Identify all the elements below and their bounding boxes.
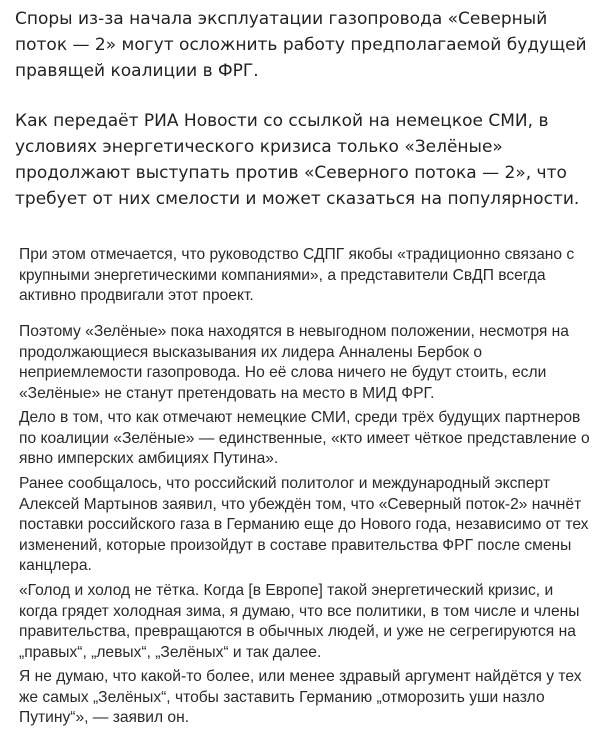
quote-paragraph: Я не думаю, что какой-то более, или менее здравый аргумент найдётся у тех же самых „Зелёных“, чтобы заставить Германию „отморозить уши назло Путину“», — заявил он. [19, 668, 582, 726]
lead-paragraph: Как передаёт РИА Новости со ссылкой на немецкое СМИ, в условиях энергетического кризиса только «Зелёные» продолжают выступать против «Северного потока — 2», что требует от них смелости и может сказаться на популярности. [15, 111, 580, 209]
article-paragraph: Поэтому «Зелёные» пока находятся в невыгодном положении, несмотря на продолжающиеся высказывания их лидера Анналены Бербок о неприемлемости газопровода. Но её слова ничего не будут стоить, если «Зелёные» не станут претендовать на место в МИД ФРГ. [19, 323, 569, 402]
quote-paragraph: «Голод и холод не тётка. Когда [в Европе] такой энергетический кризис, и когда грядет холодная зима, я думаю, что все политики, в том числе и члены правительства, превращаются в обычных людей, и уже не сегрегируются на „правых“, „левых“, „Зелёных“ и так далее. [19, 582, 580, 661]
article-paragraph: При этом отмечается, что руководство СДПГ якобы «традиционно связано с крупными энергетическими компаниями», а представители СвДП всегда активно продвигали этот проект. [19, 246, 575, 304]
lead-paragraph: Споры из-за начала эксплуатации газопровода «Северный поток — 2» могут осложнить работу предполагаемой будущей правящей коалиции в ФРГ. [15, 9, 587, 81]
article-paragraph: Ранее сообщалось, что российский политолог и международный эксперт Алексей Мартынов заявил, что убеждён том, что «Северный поток-2» начнёт поставки российского газа в Германию еще до Нового года, независимо от тех изменений, которые произойдут в составе правительства ФРГ после смены канцлера. [19, 475, 589, 574]
article-paragraph: Дело в том, что как отмечают немецкие СМИ, среди трёх будущих партнеров по коалиции «Зелёные» — единственные, «кто имеет чёткое представление о явно имперских амбициях Путина». [19, 409, 590, 467]
